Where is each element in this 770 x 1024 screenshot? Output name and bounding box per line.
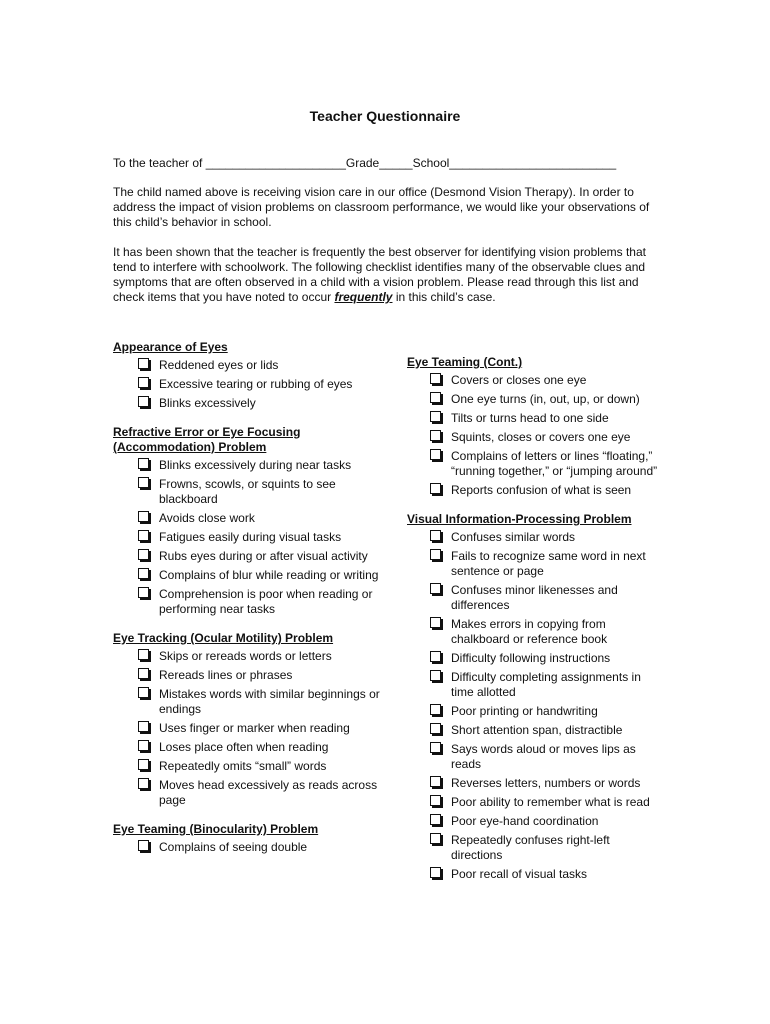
checklist-section-eye-tracking-ocular-motility-problem: [113, 631, 388, 808]
checklist-item-label: Makes errors in copying from chalkboard or reference book: [451, 617, 608, 646]
checklist-item: [429, 430, 662, 445]
checklist-section-eye-teaming-binocularity-problem: [113, 822, 388, 855]
checkbox-icon[interactable]: [138, 358, 149, 369]
checklist-item: [429, 583, 662, 613]
checkbox-icon[interactable]: [430, 530, 441, 541]
instructions-text-after: in this child’s case.: [392, 290, 496, 304]
checklist-item-label: Repeatedly confuses right-left directions: [451, 833, 610, 862]
checklist-item: [429, 704, 662, 719]
checklist-item-label: Fails to recognize same word in next sentence or page: [451, 549, 646, 578]
checklist-item-label: Avoids close work: [159, 511, 255, 525]
checklist-item-label: Difficulty following instructions: [451, 651, 611, 665]
checklist-item: [429, 814, 662, 829]
checklist-item-label: Confuses minor likenesses and differences: [451, 583, 618, 612]
checklist-items: [113, 458, 388, 617]
checklist-item: [137, 477, 388, 507]
checklist-section-appearance-of-eyes: [113, 340, 388, 411]
checklist-item: [429, 549, 662, 579]
checklist-item-label: Poor printing or handwriting: [451, 704, 598, 718]
checkbox-icon[interactable]: [138, 530, 149, 541]
checklist-item-label: Complains of blur while reading or writing: [159, 568, 379, 582]
checkbox-icon[interactable]: [430, 723, 441, 734]
checkbox-icon[interactable]: [430, 449, 441, 460]
checklist-item: [429, 449, 662, 479]
checklist-item-label: Difficulty completing assignments in time allotted: [451, 670, 641, 699]
checklist-item-label: Loses place often when reading: [159, 740, 329, 754]
checkbox-icon[interactable]: [430, 776, 441, 787]
checklist-item: [137, 778, 388, 808]
checkbox-icon[interactable]: [138, 668, 149, 679]
checklist-items: [113, 649, 388, 808]
section-heading: Visual Information-Processing Problem: [407, 512, 632, 526]
checklist-item: [429, 742, 662, 772]
intro-paragraph: The child named above is receiving vision care in our office (Desmond Vision Therapy). In order to address the impact of vision problems on classroom performance, we would like your observations of this child’s behavior in school.: [113, 185, 650, 229]
checklist-item-label: Moves head excessively as reads across page: [159, 778, 378, 807]
checklist-item: [429, 651, 662, 666]
section-heading: Appearance of Eyes: [113, 340, 228, 354]
checklist-item-label: Complains of seeing double: [159, 840, 308, 854]
checklist-section-eye-teaming-cont: [407, 355, 662, 498]
checklist-item: [137, 396, 388, 411]
checklist-item-label: Poor recall of visual tasks: [451, 867, 588, 881]
checkbox-icon[interactable]: [430, 483, 441, 494]
checklist-item-label: Repeatedly omits “small” words: [159, 759, 327, 773]
checkbox-icon[interactable]: [138, 840, 149, 851]
checklist-item-label: Complains of letters or lines “floating,” “running together,” or “jumping around”: [451, 449, 658, 478]
checkbox-icon[interactable]: [138, 740, 149, 751]
checkbox-icon[interactable]: [138, 778, 149, 789]
checklist-item: [429, 723, 662, 738]
right-checklist-column: [407, 355, 662, 896]
checklist-item: [429, 483, 662, 498]
instructions-emphasis: frequently: [334, 290, 393, 304]
checklist-item-label: Reddened eyes or lids: [159, 358, 279, 372]
checklist-section-visual-information-processing-problem: [407, 512, 662, 882]
checkbox-icon[interactable]: [138, 568, 149, 579]
checklist-item: [429, 530, 662, 545]
section-heading: Eye Teaming (Binocularity) Problem: [113, 822, 319, 836]
checklist-item-label: Rereads lines or phrases: [159, 668, 293, 682]
checklist-section-refractive-error-or-eye-focusing-accommo: [113, 425, 388, 617]
checkbox-icon[interactable]: [430, 549, 441, 560]
checklist-item: [137, 358, 388, 373]
checklist-item-label: Rubs eyes during or after visual activity: [159, 549, 368, 563]
checklist-items: [407, 373, 662, 498]
checklist-item-label: Tilts or turns head to one side: [451, 411, 609, 425]
page-title: Teacher Questionnaire: [309, 108, 461, 124]
checkbox-icon[interactable]: [430, 867, 441, 878]
checklist-item: [137, 840, 388, 855]
teacher-info-line[interactable]: To the teacher of _____________________Grade_____School_________________________: [113, 156, 617, 170]
checklist-item: [137, 721, 388, 736]
checklist-item-label: Squints, closes or covers one eye: [451, 430, 631, 444]
checklist-item: [429, 670, 662, 700]
checkbox-icon[interactable]: [138, 587, 149, 598]
section-heading: Refractive Error or Eye Focusing (Accommodation) Problem: [113, 425, 301, 454]
checklist-item: [429, 867, 662, 882]
section-heading: Eye Tracking (Ocular Motility) Problem: [113, 631, 334, 645]
checklist-item: [429, 776, 662, 791]
checklist-item: [137, 740, 388, 755]
checkbox-icon[interactable]: [430, 392, 441, 403]
checklist-item-label: Blinks excessively during near tasks: [159, 458, 352, 472]
checklist-item: [429, 411, 662, 426]
checklist-item: [137, 649, 388, 664]
checklist-items: [113, 358, 388, 411]
checkbox-icon[interactable]: [430, 704, 441, 715]
checklist-item: [137, 511, 388, 526]
checklist-item-label: Says words aloud or moves lips as reads: [451, 742, 636, 771]
checklist-item: [137, 568, 388, 583]
checklist-item: [137, 668, 388, 683]
checkbox-icon[interactable]: [430, 833, 441, 844]
checkbox-icon[interactable]: [138, 396, 149, 407]
checkbox-icon[interactable]: [430, 651, 441, 662]
checklist-item: [137, 377, 388, 392]
checklist-item-label: One eye turns (in, out, up, or down): [451, 392, 640, 406]
checkbox-icon[interactable]: [430, 373, 441, 384]
checklist-item-label: Short attention span, distractible: [451, 723, 623, 737]
checkbox-icon[interactable]: [430, 814, 441, 825]
checklist-item: [137, 549, 388, 564]
checklist-item-label: Excessive tearing or rubbing of eyes: [159, 377, 353, 391]
checklist-item-label: Reverses letters, numbers or words: [451, 776, 641, 790]
checkbox-icon[interactable]: [138, 759, 149, 770]
checkbox-icon[interactable]: [138, 549, 149, 560]
instructions-paragraph: [113, 245, 658, 305]
checklist-item-label: Uses finger or marker when reading: [159, 721, 350, 735]
section-heading: Eye Teaming (Cont.): [407, 355, 523, 369]
checklist-item-label: Frowns, scowls, or squints to see blackboard: [159, 477, 336, 506]
checklist-item: [429, 795, 662, 810]
left-checklist-column: [113, 340, 388, 869]
checkbox-icon[interactable]: [430, 742, 441, 753]
checklist-item: [429, 392, 662, 407]
checklist-item: [137, 687, 388, 717]
checkbox-icon[interactable]: [138, 649, 149, 660]
checklist-item-label: Comprehension is poor when reading or performing near tasks: [159, 587, 373, 616]
checkbox-icon[interactable]: [430, 795, 441, 806]
checklist-item: [429, 833, 662, 863]
checkbox-icon[interactable]: [430, 411, 441, 422]
checkbox-icon[interactable]: [430, 430, 441, 441]
checkbox-icon[interactable]: [138, 511, 149, 522]
instructions-text-before: It has been shown that the teacher is frequently the best observer for identifying vision problems that tend to interfere with schoolwork. The following checklist identifies many of the observable clues and symptoms that are often observed in a child with a vision problem. Please read through this list and check items that you have noted to occur: [113, 245, 646, 304]
checklist-item: [137, 759, 388, 774]
checkbox-icon[interactable]: [430, 670, 441, 681]
checklist-item: [429, 617, 662, 647]
checkbox-icon[interactable]: [138, 458, 149, 469]
checklist-item-label: Mistakes words with similar beginnings or endings: [159, 687, 380, 716]
checklist-item: [137, 587, 388, 617]
checkbox-icon[interactable]: [138, 477, 149, 488]
checklist-item-label: Fatigues easily during visual tasks: [159, 530, 342, 544]
checklist-item-label: Confuses similar words: [451, 530, 576, 544]
checklist-item-label: Covers or closes one eye: [451, 373, 587, 387]
checkbox-icon[interactable]: [138, 721, 149, 732]
checklist-item-label: Poor eye-hand coordination: [451, 814, 599, 828]
checkbox-icon[interactable]: [138, 377, 149, 388]
checkbox-icon[interactable]: [138, 687, 149, 698]
checklist-item-label: Skips or rereads words or letters: [159, 649, 332, 663]
checklist-item: [137, 530, 388, 545]
checkbox-icon[interactable]: [430, 617, 441, 628]
checklist-item: [429, 373, 662, 388]
checklist-item: [137, 458, 388, 473]
checklist-items: [113, 840, 388, 855]
checklist-items: [407, 530, 662, 882]
checkbox-icon[interactable]: [430, 583, 441, 594]
checklist-item-label: Reports confusion of what is seen: [451, 483, 632, 497]
checklist-item-label: Poor ability to remember what is read: [451, 795, 650, 809]
checklist-item-label: Blinks excessively: [159, 396, 256, 410]
